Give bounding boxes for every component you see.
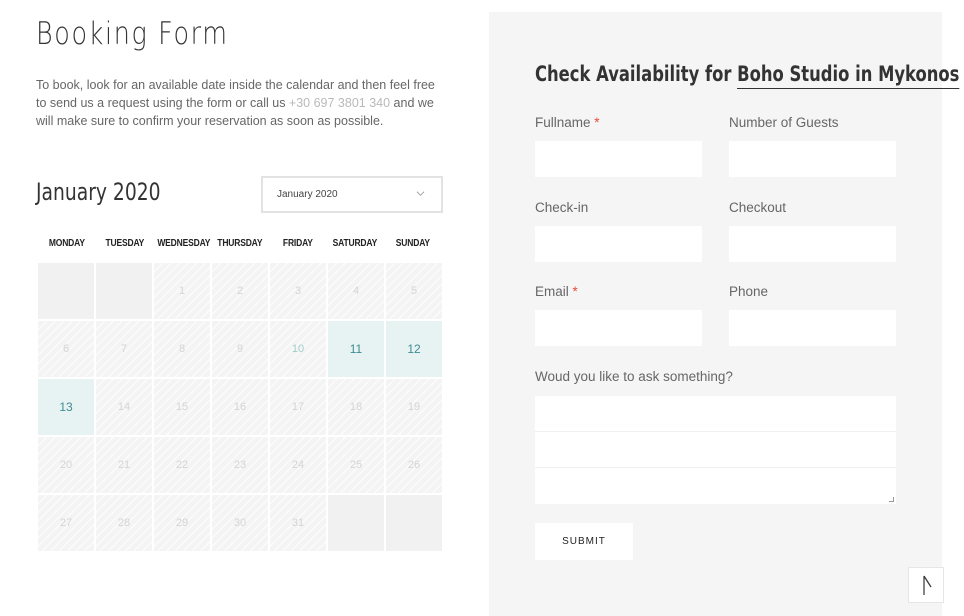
calendar-empty-cell (38, 263, 94, 319)
calendar-day-20: 20 (38, 437, 94, 493)
textarea-rule (535, 467, 896, 468)
weekday-monday: MONDAY (48, 238, 85, 249)
calendar-day-19: 19 (386, 379, 442, 435)
phone-input[interactable] (729, 310, 896, 346)
month-select-value: January 2020 (277, 189, 338, 200)
message-label: Woud you like to ask something? (535, 369, 733, 384)
calendar-day-30: 30 (212, 495, 268, 551)
calendar-day-9: 9 (212, 321, 268, 377)
weekday-tuesday: TUESDAY (105, 238, 144, 249)
email-input[interactable] (535, 310, 702, 346)
weekday-saturday: SATURDAY (333, 238, 378, 249)
message-textarea[interactable] (535, 396, 896, 504)
required-mark: * (572, 284, 578, 299)
weekday-sunday: SUNDAY (395, 238, 431, 249)
calendar-empty-cell (386, 495, 442, 551)
calendar-day-15: 15 (154, 379, 210, 435)
calendar-day-24: 24 (270, 437, 326, 493)
calendar-month-title: January 2020 (36, 178, 161, 206)
fullname-input[interactable] (535, 141, 702, 177)
calendar-day-14: 14 (96, 379, 152, 435)
calendar-day-26: 26 (386, 437, 442, 493)
phone-link[interactable]: +30 697 3801 340 (288, 96, 391, 110)
intro-text-start: To book, look for an available date inside the calendar and then feel free to send us a request using the form or call us (36, 78, 435, 110)
email-label-text: Email (535, 284, 569, 299)
calendar-day-7: 7 (96, 321, 152, 377)
calendar-day-29: 29 (154, 495, 210, 551)
availability-panel (489, 12, 960, 616)
calendar-day-8: 8 (154, 321, 210, 377)
calendar-day-25: 25 (328, 437, 384, 493)
intro-text (36, 76, 436, 130)
calendar-day-27: 27 (38, 495, 94, 551)
intro-text-end: and we will make sure to confirm your reservation as soon as possible. (36, 96, 434, 128)
fullname-label-text: Fullname (535, 115, 591, 130)
calendar-day-12[interactable]: 12 (386, 321, 442, 377)
calendar-weekday-header (38, 238, 442, 249)
calendar-empty-cell (96, 263, 152, 319)
calendar-day-21: 21 (96, 437, 152, 493)
submit-button[interactable]: SUBMIT (535, 523, 633, 560)
page-title: Booking Form (36, 16, 229, 52)
required-mark: * (594, 115, 600, 130)
scroll-to-top-button[interactable] (908, 567, 944, 603)
calendar-day-6: 6 (38, 321, 94, 377)
chevron-down-icon (416, 189, 425, 198)
weekday-thursday: THURSDAY (217, 238, 263, 249)
weekday-wednesday: WEDNESDAY (157, 238, 211, 249)
form-heading-prefix: Check Availability for (535, 62, 738, 86)
calendar-grid (38, 263, 442, 551)
textarea-rule (535, 431, 896, 432)
property-link[interactable]: Boho Studio in Mykonos (737, 62, 959, 89)
calendar-day-16: 16 (212, 379, 268, 435)
calendar-day-4: 4 (328, 263, 384, 319)
calendar-day-3: 3 (270, 263, 326, 319)
calendar-day-11[interactable]: 11 (328, 321, 384, 377)
calendar-day-18: 18 (328, 379, 384, 435)
calendar-day-23: 23 (212, 437, 268, 493)
calendar-day-31: 31 (270, 495, 326, 551)
calendar-day-1: 1 (154, 263, 210, 319)
calendar-empty-cell (328, 495, 384, 551)
guests-label: Number of Guests (729, 115, 839, 130)
phone-label: Phone (729, 284, 769, 299)
guests-input[interactable] (729, 141, 896, 177)
month-select[interactable] (261, 176, 443, 213)
checkin-label: Check-in (535, 200, 589, 215)
calendar-day-2: 2 (212, 263, 268, 319)
resize-handle-icon[interactable] (889, 497, 894, 502)
form-heading (535, 62, 959, 86)
calendar-day-13[interactable]: 13 (38, 379, 94, 435)
calendar-day-22: 22 (154, 437, 210, 493)
calendar-day-10: 10 (270, 321, 326, 377)
calendar-day-17: 17 (270, 379, 326, 435)
fullname-label (535, 115, 600, 130)
checkin-input[interactable] (535, 226, 702, 262)
calendar-day-5: 5 (386, 263, 442, 319)
email-label (535, 284, 578, 299)
calendar-day-28: 28 (96, 495, 152, 551)
checkout-label: Checkout (729, 200, 787, 215)
arrow-up-icon (919, 574, 933, 596)
weekday-friday: FRIDAY (282, 238, 313, 249)
checkout-input[interactable] (729, 226, 896, 262)
